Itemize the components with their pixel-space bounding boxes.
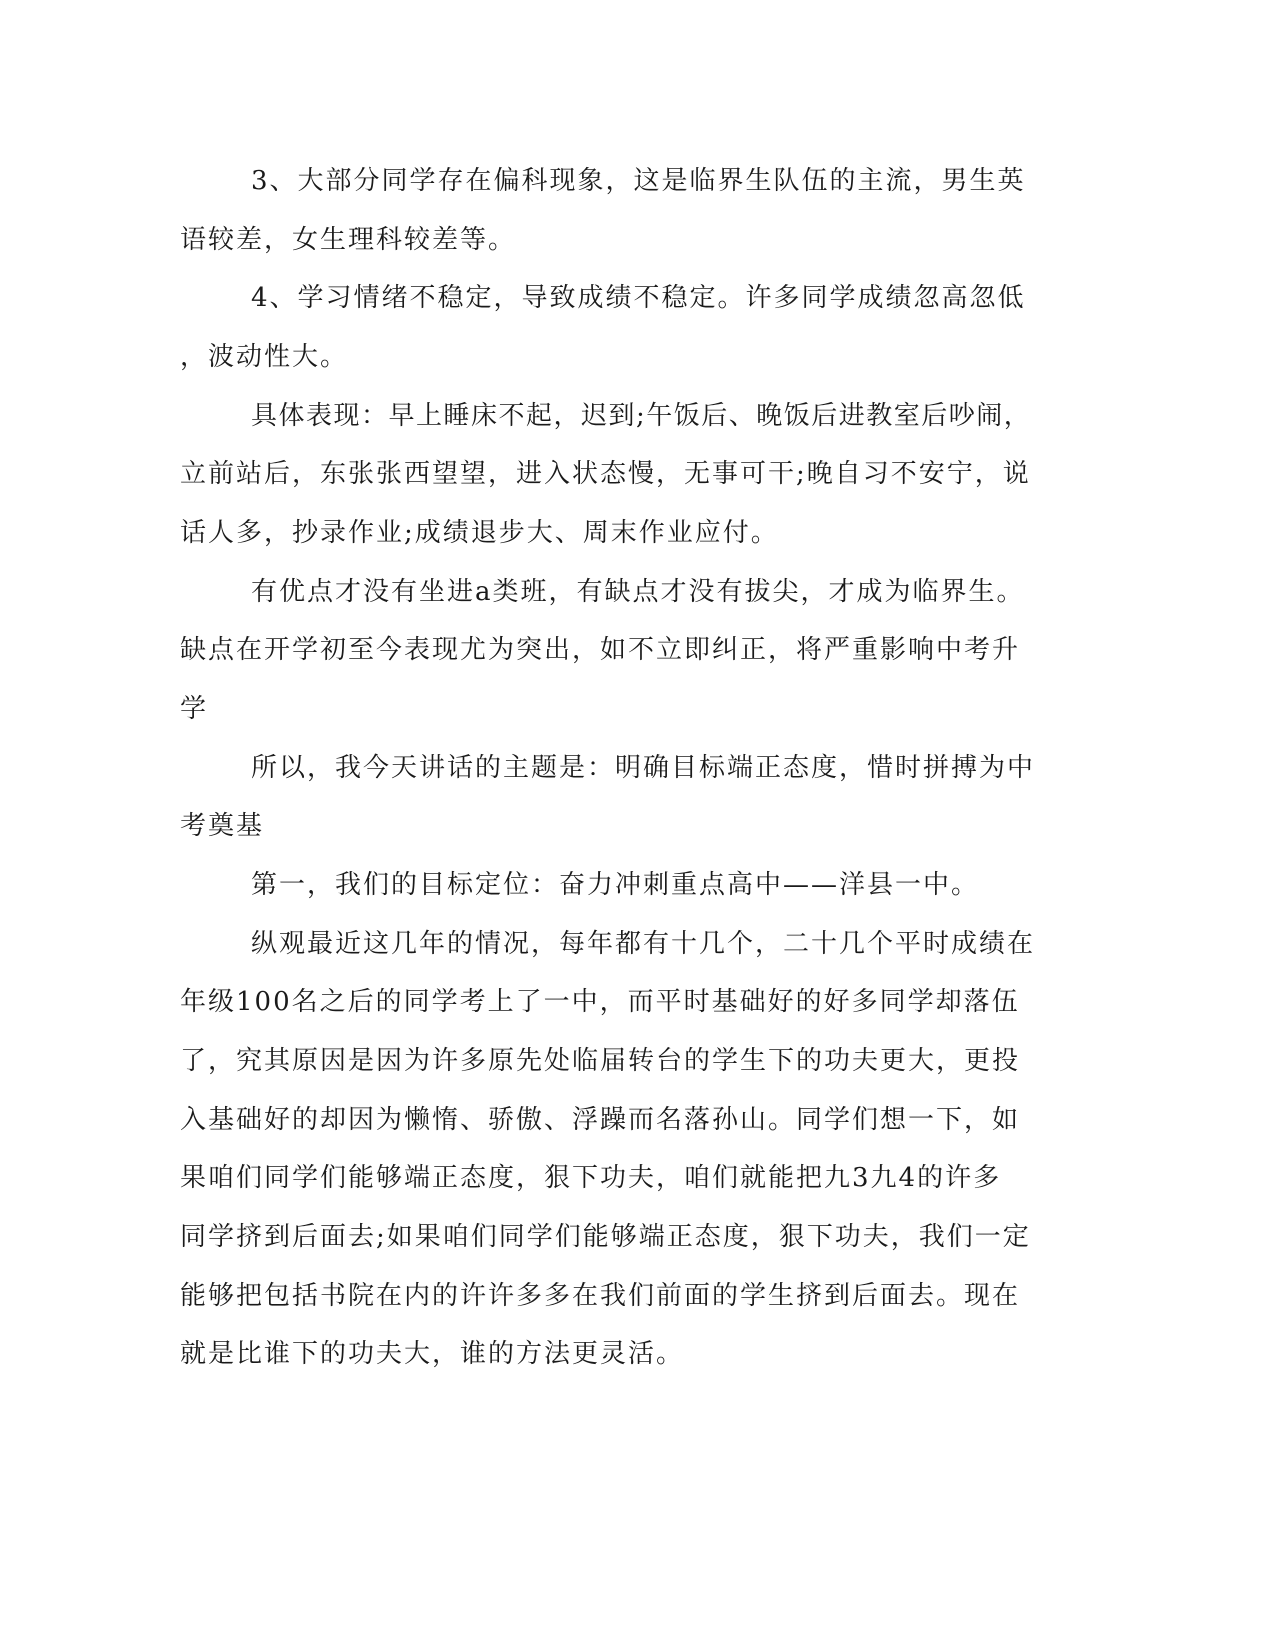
text-line: 年级100名之后的同学考上了一中，而平时基础好的好多同学却落伍 [180, 987, 1020, 1017]
text-line: 了，究其原因是因为许多原先处临届转台的学生下的功夫更大，更投 [180, 1046, 1021, 1076]
text-line: 能够把包括书院在内的许许多多在我们前面的学生挤到后面去。现在 [180, 1281, 1021, 1311]
text-line: 有优点才没有坐进a类班，有缺点才没有拔尖，才成为临界生。 [251, 577, 1025, 607]
text-line: ，波动性大。 [180, 342, 349, 372]
text-line: 缺点在开学初至今表现尤为突出，如不立即纠正，将严重影响中考升 [180, 635, 1021, 665]
text-line: 第一，我们的目标定位：奋力冲刺重点高中——洋县一中。 [251, 870, 980, 900]
text-line: 纵观最近这几年的情况，每年都有十几个，二十几个平时成绩在 [251, 929, 1036, 959]
text-line: 语较差，女生理科较差等。 [180, 225, 517, 255]
text-line: 考奠基 [180, 811, 265, 841]
text-line: 3、大部分同学存在偏科现象，这是临界生队伍的主流，男生英 [251, 166, 1026, 196]
text-line: 入基础好的却因为懒惰、骄傲、浮躁而名落孙山。同学们想一下，如 [180, 1105, 1021, 1135]
text-line: 话人多，抄录作业;成绩退步大、周末作业应付。 [180, 518, 779, 548]
text-line: 就是比谁下的功夫大，谁的方法更灵活。 [180, 1339, 685, 1369]
text-line: 果咱们同学们能够端正态度，狠下功夫，咱们就能把九3九4的许多 [180, 1163, 1002, 1193]
text-line: 同学挤到后面去;如果咱们同学们能够端正态度，狠下功夫，我们一定 [180, 1222, 1031, 1252]
text-line: 学 [180, 694, 209, 724]
text-line: 4、学习情绪不稳定，导致成绩不稳定。许多同学成绩忽高忽低 [251, 283, 1026, 313]
text-line: 具体表现：早上睡床不起，迟到;午饭后、晚饭后进教室后吵闹， [251, 401, 1032, 431]
text-line: 所以，我今天讲话的主题是：明确目标端正态度，惜时拼搏为中 [251, 753, 1036, 783]
text-line: 立前站后，东张张西望望，进入状态慢，无事可干;晚自习不安宁，说 [180, 459, 1031, 489]
